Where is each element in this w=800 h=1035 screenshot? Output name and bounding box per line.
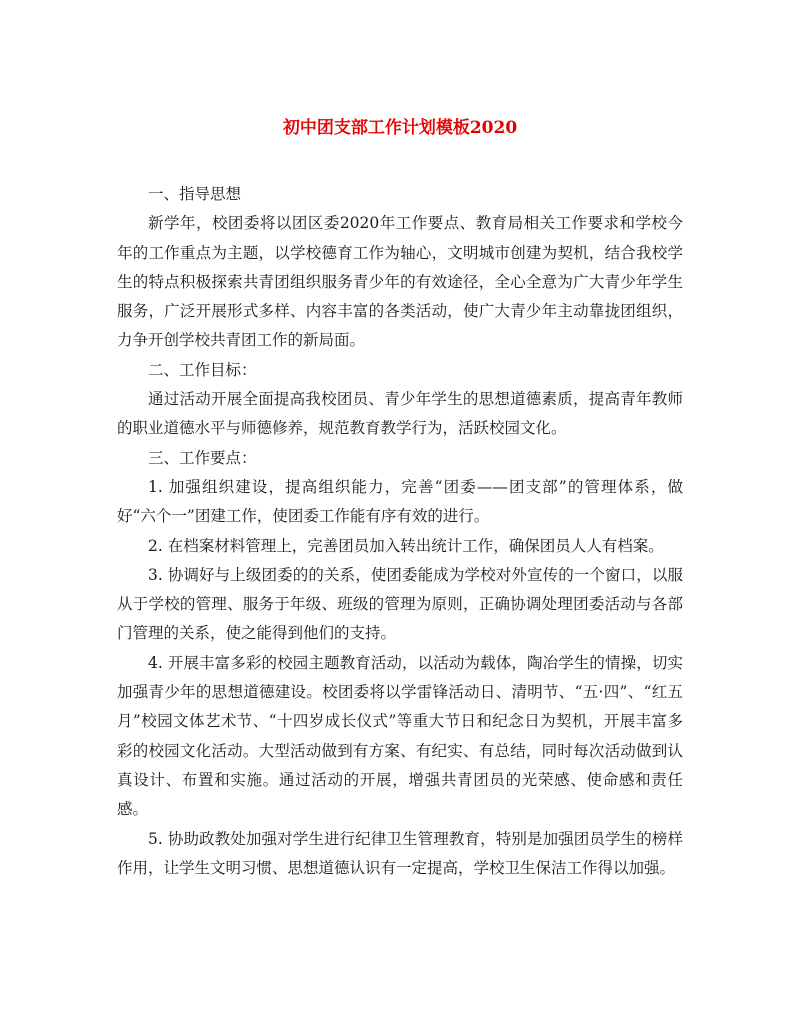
section-heading-guiding-thought: 一、指导思想 [148, 185, 242, 203]
paragraph-point-1: 1. 加强组织建设，提高组织能力，完善“团委——团支部”的管理体系，做好“六个一”团建工作，使团委工作能有序有效的进行。 [117, 477, 683, 526]
document-title: 初中团支部工作计划模板2020 [282, 118, 518, 138]
section-heading-work-goals: 二、工作目标： [148, 360, 257, 379]
paragraph-guiding-thought: 新学年，校团委将以团区委2020年工作要点、教育局相关工作要求和学校今年的工作重点为主题，以学校德育工作为轴心，文明城市创建为契机，结合我校学生的特点积极探索共青团组织服务青少年的有效途径，全心全意为广大青少年学生服务，广泛开展形式多样、内容丰富的各类活动，使广大青少年主动靠拢团组织，力争开创学校共青团工作的新局面。 [117, 214, 683, 350]
section-heading-work-points: 三、工作要点： [148, 448, 257, 467]
paragraph-point-5: 5. 协助政教处加强对学生进行纪律卫生管理教育，特别是加强团员学生的榜样作用，让学生文明习惯、思想道德认识有一定提高，学校卫生保洁工作得以加强。 [117, 829, 683, 877]
paragraph-point-4: 4. 开展丰富多彩的校园主题教育活动，以活动为载体，陶冶学生的情操，切实加强青少年的思想道德建设。校团委将以学雷锋活动日、清明节、“五·四”、“红五月”校园文体艺术节、“十四岁成长仪式”等重大节日和纪念日为契机，开展丰富多彩的校园文化活动。大型活动做到有方案、有纪实、有总结，同时每次活动做到认真设计、布置和实施。通过活动的开展，增强共青团员的光荣感、使命感和责任感。 [117, 653, 683, 819]
paragraph-point-2: 2. 在档案材料管理上，完善团员加入转出统计工作，确保团员人人有档案。 [148, 536, 664, 555]
paragraph-point-3: 3. 协调好与上级团委的的关系，使团委能成为学校对外宣传的一个窗口，以服从于学校的管理、服务于年级、班级的管理为原则，正确协调处理团委活动与各部门管理的关系，使之能得到他们的支持。 [117, 565, 683, 643]
document-body [117, 180, 683, 883]
paragraph-work-goals: 通过活动开展全面提高我校团员、青少年学生的思想道德素质，提高青年教师的职业道德水平与师德修养，规范教育教学行为，活跃校园文化。 [117, 390, 683, 438]
